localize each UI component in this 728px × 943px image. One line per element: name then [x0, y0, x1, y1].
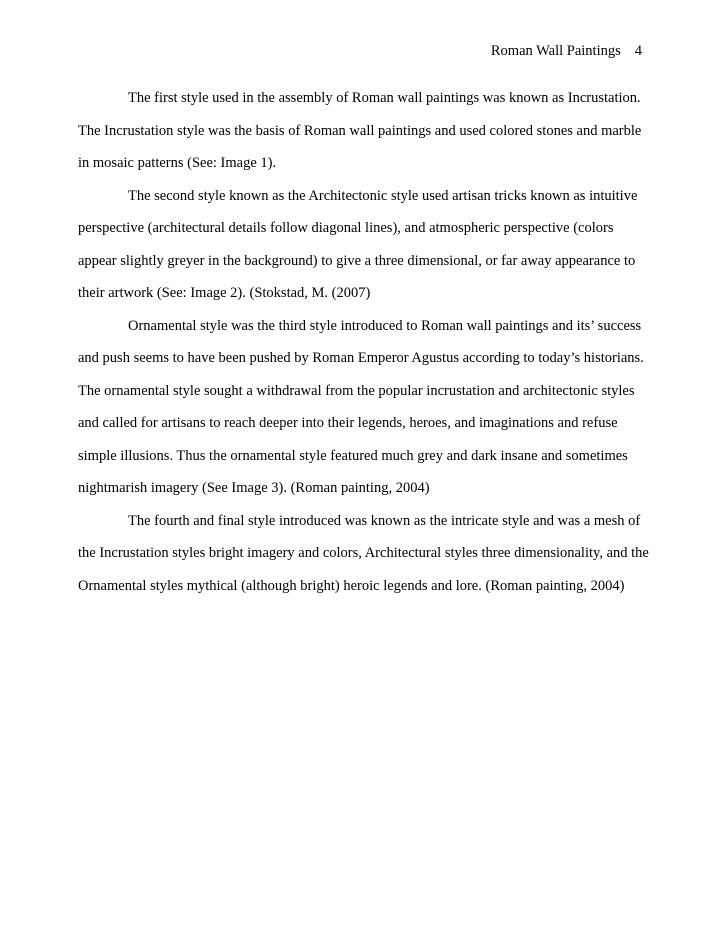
paragraph-architectonic: The second style known as the Architectonic style used artisan tricks known as intuitive perspective (architectural details follow diagonal lines), and atmospheric perspective (colors appear slightly greyer in the background) to give a three dimensional, or far away appearance to their artwork (See: Image 2). (Stokstad, M. (2007): [78, 187, 638, 301]
page-number: 4: [634, 43, 642, 59]
running-head-title: Roman Wall Paintings: [490, 43, 621, 59]
paragraph-intricate: The fourth and final style introduced was known as the intricate style and was a mesh of the Incrustation styles bright imagery and colors, Architectural styles three dimensionality, and the Ornamental styles mythical (although bright) heroic legends and lore. (Roman painting, 2004): [78, 512, 649, 594]
paragraph-incrustation: The first style used in the assembly of Roman wall paintings was known as Incrustation. The Incrustation style was the basis of Roman wall paintings and used colored stones and marble in mosaic patterns (See: Image 1).: [78, 90, 642, 171]
body-text: [78, 82, 650, 602]
paragraph-ornamental: Ornamental style was the third style introduced to Roman wall paintings and its’ success and push seems to have been pushed by Roman Emperor Agustus according to today’s historians. The ornamental style sought a withdrawal from the popular incrustation and architectonic styles and called for artisans to reach deeper into their legends, heroes, and imaginations and refuse simple illusions. Thus the ornamental style featured much grey and dark insane and sometimes nightmarish imagery (See Image 3). (Roman painting, 2004): [78, 317, 644, 496]
running-head: [491, 42, 642, 60]
